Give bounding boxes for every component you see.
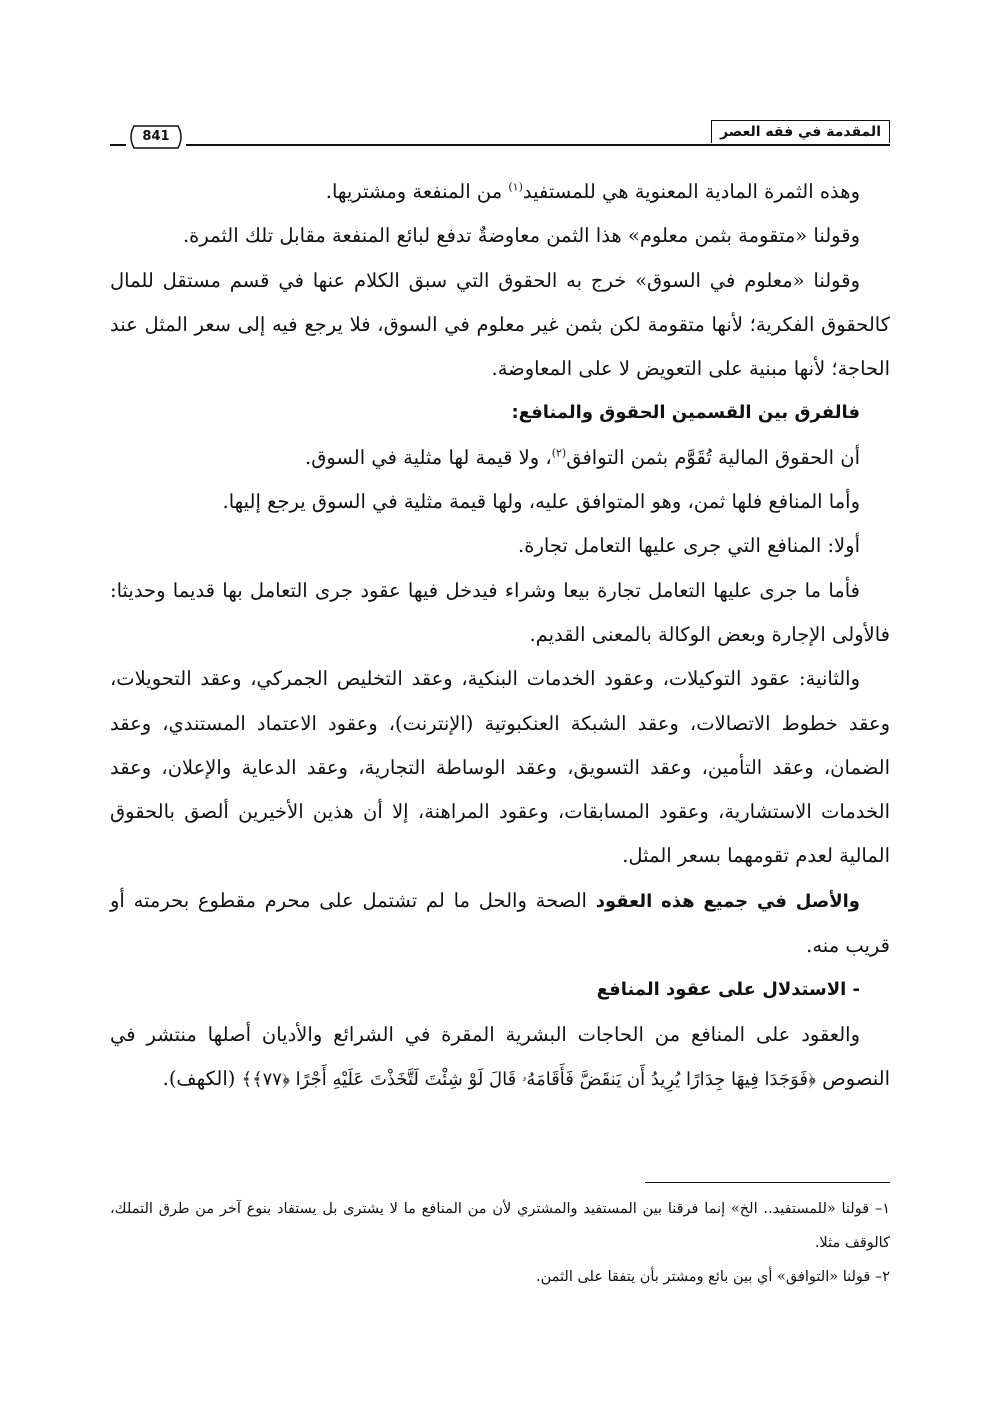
main-text — [110, 170, 890, 1102]
paragraph-9: والأصل في جميع هذه العقود الصحة والحل ما لم تشتمل على محرم مقطوع بحرمته أو قريب منه. — [110, 888, 890, 958]
section-heading-difference: فالفرق بين القسمين الحقوق والمنافع: — [511, 402, 860, 424]
running-header — [110, 116, 890, 150]
page-number-text: 841 — [142, 129, 170, 144]
paragraph-5: وأما المنافع فلها ثمن، وهو المتوافق عليه، ولها قيمة مثلية في السوق يرجع إليها. — [222, 490, 860, 514]
footnote-ref-2: (٢) — [551, 446, 567, 460]
paragraph-3: وقولنا «معلوم في السوق» خرج به الحقوق التي سبق الكلام عنها في قسم مستقل للمال كالحقوق الفكرية؛ لأنها متقومة لكن بثمن غير معلوم في السوق، فلا يرجع فيه إلى سعر المثل عند الحاجة؛ لأنها مبنية على التعويض لا على المعاوضة. — [110, 268, 890, 381]
quran-reference: (الكهف). — [162, 1066, 242, 1090]
paragraph-2: وقولنا «متقومة بثمن معلوم» هذا الثمن معاوضةٌ تدفع لبائع المنفعة مقابل تلك الثمرة. — [182, 224, 860, 248]
section-heading-evidence: - الاستدلال على عقود المنافع — [596, 979, 860, 1001]
paragraph-8: والثانية: عقود التوكيلات، وعقود الخدمات البنكية، وعقد التخليص الجمركي، وعقد التحويلات، وعقد خطوط الاتصالات، وعقد الشبكة العنكبوتية (الإنترنت)، وعقود الاعتماد المستندي، وعقد الضمان، وعقد التأمين، وعقد التسويق، وعقد الوساطة التجارية، وعقد الدعاية والإعلان، وعقد الخدمات الاستشارية، وعقود المسابقات، وعقود المراهنة، إلا أن هذين الأخيرين ألصق بالحقوق المالية لعدم تقومهما بسعر المثل. — [110, 667, 890, 868]
paragraph-1: وهذه الثمرة المادية المعنوية هي للمستفيد$^{(١)}$ من المنفعة ومشتريها. — [325, 180, 860, 203]
footnote-ref-1: (١) — [508, 180, 523, 194]
paragraph-10: والعقود على المنافع من الحاجات البشرية المقرة في الشرائع والأديان أصلها منتشر في النصوص ﴿فَوَجَدَا فِيهَا جِدَارًا يُرِيدُ أَن يَنقَضَّ فَأَقَامَهُۥ قَالَ لَوْ شِئْتَ لَتَّخَذْتَ عَلَيْهِ أَجْرًا ﴿٧٧﴾﴾ (الكهف). — [110, 1022, 890, 1090]
page-number — [126, 124, 186, 150]
paragraph-4: أن الحقوق المالية تُقَوَّم بثمن التوافق$^{(٢)}$، ولا قيمة لها مثلية في السوق. — [305, 445, 860, 469]
paragraph-7: فأما ما جرى عليها التعامل تجارة بيعا وشراء فيدخل فيها عقود جرى التعامل بها قديما وحديثا: فالأولى الإجارة وبعض الوكالة بالمعنى القديم. — [110, 578, 890, 646]
header-rule — [110, 144, 890, 146]
quran-verse: ﴿فَوَجَدَا فِيهَا جِدَارًا يُرِيدُ أَن يَنقَضَّ فَأَقَامَهُۥ قَالَ لَوْ شِئْتَ لَتَّخَذْتَ عَلَيْهِ أَجْرًا ﴿٧٧﴾﴾ — [241, 1068, 816, 1090]
footnotes — [110, 1192, 890, 1294]
book-title: المقدمة في فقه العصر — [711, 120, 890, 143]
footnote-2: ٢– قولنا «التوافق» أي بين بائع ومشتر بأن يتفقا على الثمن. — [536, 1269, 890, 1285]
footnote-separator — [645, 1182, 890, 1183]
paragraph-6: أولا: المنافع التي جرى عليها التعامل تجارة. — [518, 534, 860, 558]
footnote-1: ١– قولنا «للمستفيد.. الخ» إنما فرقنا بين المستفيد والمشتري لأن من المنافع ما لا يشترى بل يستفاد بنوع آخر من طرق التملك، كالوقف مثلا. — [110, 1201, 890, 1251]
